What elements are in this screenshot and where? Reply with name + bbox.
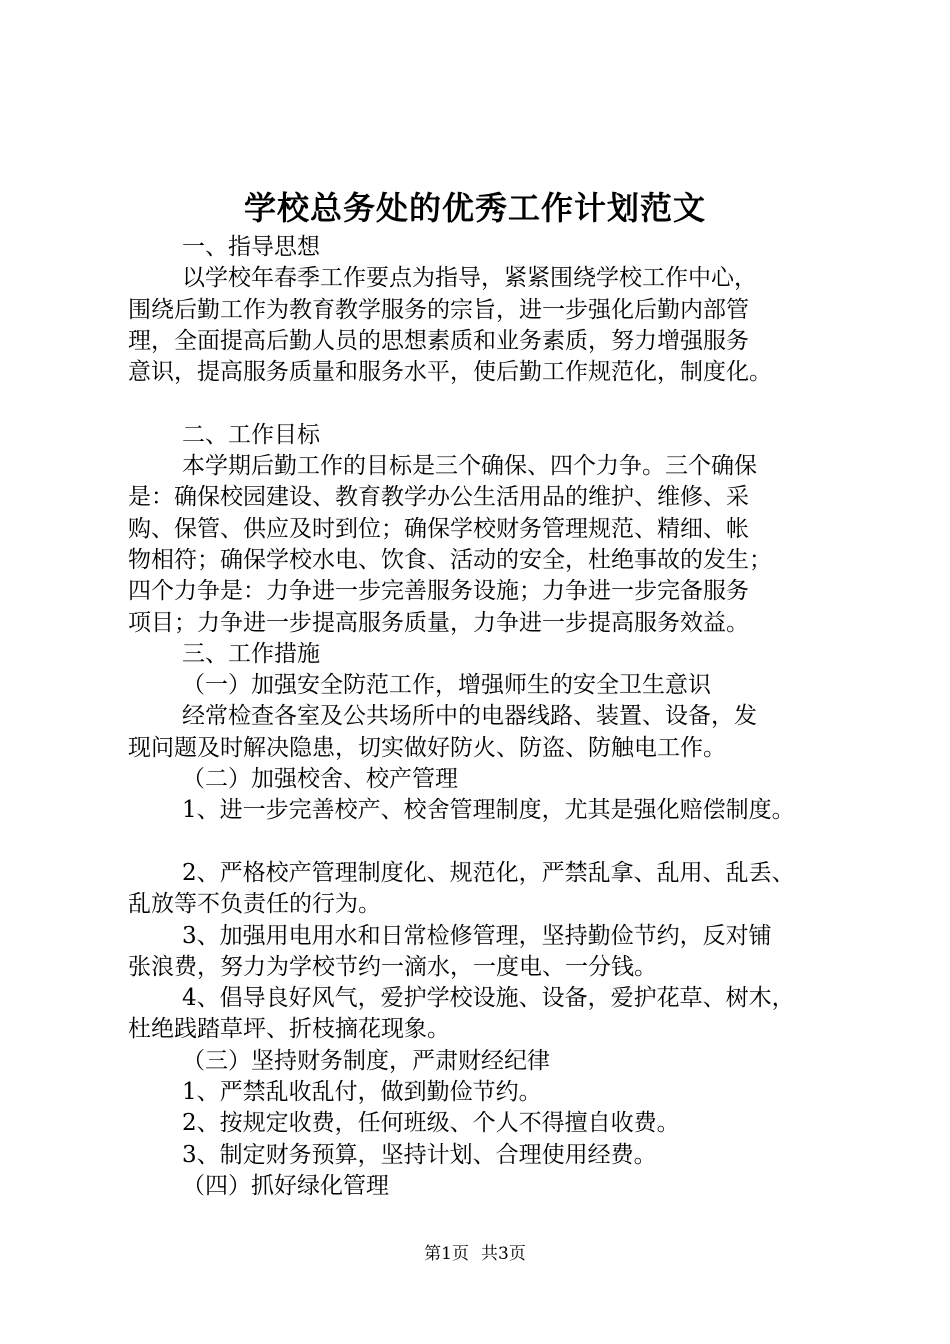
paragraph-line: 3、加强用电用水和日常检修管理，坚持勤俭节约，反对铺 <box>182 922 772 949</box>
paragraph-line: 3、制定财务预算，坚持计划、合理使用经费。 <box>182 1141 657 1168</box>
paragraph-line: 本学期后勤工作的目标是三个确保、四个力争。三个确保 <box>182 453 757 480</box>
paragraph-line: 现问题及时解决隐患，切实做好防火、防盗、防触电工作。 <box>128 734 726 761</box>
paragraph-line: 三、工作措施 <box>182 640 320 667</box>
paragraph-line: 围绕后勤工作为教育教学服务的宗旨，进一步强化后勤内部管 <box>128 296 749 323</box>
page-total: 共3页 <box>481 1244 526 1264</box>
paragraph-line: 杜绝践踏草坪、折枝摘花现象。 <box>128 1016 450 1043</box>
paragraph-line: 理，全面提高后勤人员的思想素质和业务素质，努力增强服务 <box>128 327 749 354</box>
paragraph-line: 购、保管、供应及时到位；确保学校财务管理规范、精细、帐 <box>128 515 749 542</box>
paragraph-line: 张浪费，努力为学校节约一滴水，一度电、一分钱。 <box>128 953 657 980</box>
paragraph-line: 四个力争是：力争进一步完善服务设施；力争进一步完备服务 <box>128 578 749 605</box>
paragraph-line: 项目；力争进一步提高服务质量，力争进一步提高服务效益。 <box>128 609 749 636</box>
blank-line <box>128 827 850 858</box>
paragraph-line: （四）抓好绿化管理 <box>182 1172 389 1199</box>
paragraph-line: 二、工作目标 <box>182 421 320 448</box>
document-title: 学校总务处的优秀工作计划范文 <box>243 189 706 227</box>
paragraph-line: 2、按规定收费，任何班级、个人不得擅自收费。 <box>182 1110 680 1137</box>
paragraph-line: 一、指导思想 <box>182 234 320 260</box>
paragraph-line: （一）加强安全防范工作，增强师生的安全卫生意识 <box>182 672 711 699</box>
paragraph-line: 经常检查各室及公共场所中的电器线路、装置、设备，发 <box>182 703 757 730</box>
page-footer <box>0 1242 950 1266</box>
paragraph-line: （三）坚持财务制度，严肃财经纪律 <box>182 1047 550 1074</box>
paragraph-line: 意识，提高服务质量和服务水平，使后勤工作规范化，制度化。 <box>128 359 772 386</box>
paragraph-line: 物相符；确保学校水电、饮食、活动的安全，杜绝事故的发生； <box>128 546 772 573</box>
paragraph-line: 以学校年春季工作要点为指导，紧紧围绕学校工作中心， <box>182 265 757 292</box>
paragraph-line: 是：确保校园建设、教育教学办公生活用品的维护、维修、采 <box>128 484 749 511</box>
paragraph-line: （二）加强校舍、校产管理 <box>182 766 458 793</box>
paragraph-line: 4、倡导良好风气，爱护学校设施、设备，爱护花草、树木， <box>182 985 795 1012</box>
blank-line <box>128 388 850 419</box>
paragraph-line: 乱放等不负责任的行为。 <box>128 891 381 918</box>
page-number: 第1页 <box>424 1244 469 1264</box>
document-body <box>128 232 850 1202</box>
paragraph-line: 1、进一步完善校产、校舍管理制度，尤其是强化赔偿制度。 <box>182 797 795 824</box>
paragraph-line: 2、严格校产管理制度化、规范化，严禁乱拿、乱用、乱丢、 <box>182 859 795 886</box>
paragraph-line: 1、严禁乱收乱付，做到勤俭节约。 <box>182 1079 542 1106</box>
